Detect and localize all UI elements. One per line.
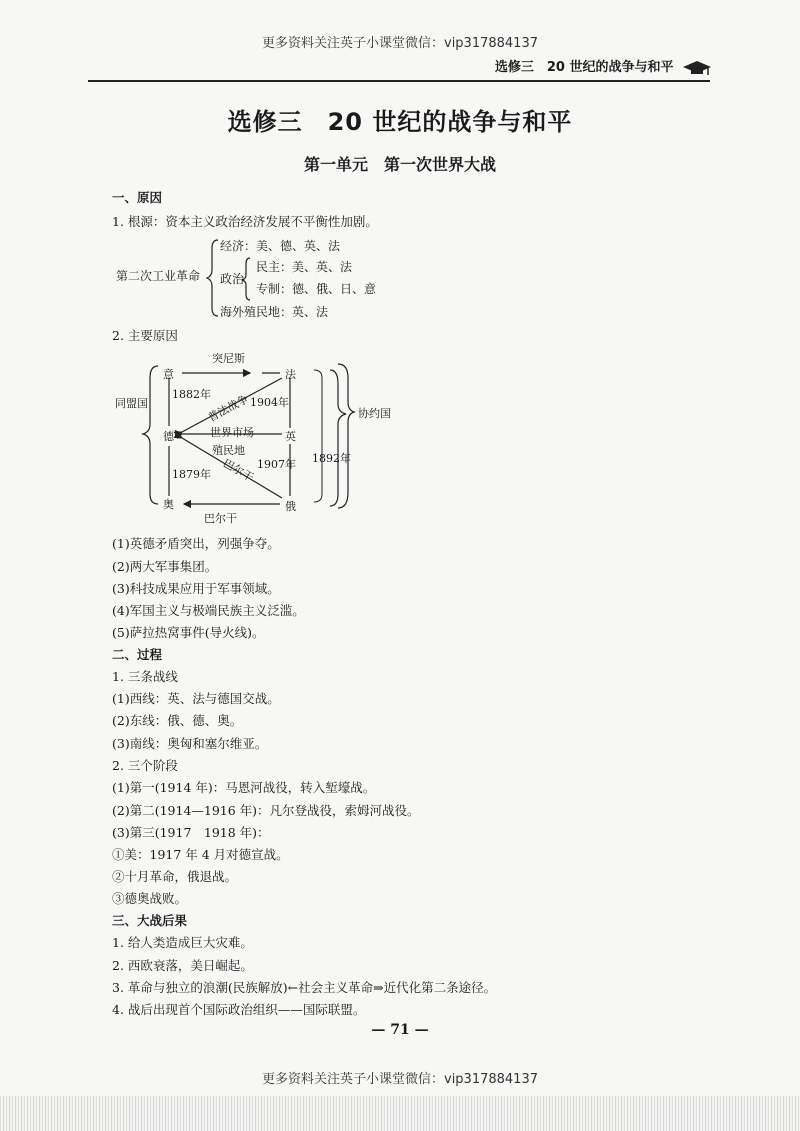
node-austria: 奥	[163, 498, 174, 511]
cause-root: 1. 根源：资本主义政治经济发展不平衡性加剧。	[112, 214, 378, 229]
node-russia: 俄	[285, 500, 296, 513]
stage-3-b: ②十月革命，俄退战。	[112, 869, 238, 884]
tree-colonies: 海外殖民地：英、法	[220, 305, 329, 319]
stage-2: (2)第二(1914—1916 年)：凡尔登战役，索姆河战役。	[112, 803, 420, 818]
graduation-cap-icon	[682, 60, 712, 76]
stage-3: (3)第三(1917 1918 年)：	[112, 825, 270, 840]
label-1879: 1879年	[172, 468, 211, 481]
reason-3: (3)科技成果应用于军事领域。	[112, 581, 280, 596]
tree-root: 第二次工业革命	[116, 269, 201, 283]
node-italy: 意	[163, 368, 174, 381]
front-1: (1)西线：英、法与德国交战。	[112, 691, 280, 706]
process-stages-title: 2. 三个阶段	[112, 758, 178, 773]
process-fronts-title: 1. 三条战线	[112, 669, 178, 684]
stage-3-a: ①美：1917 年 4 月对德宣战。	[112, 847, 289, 862]
consequence-4: 4. 战后出现首个国际政治组织——国际联盟。	[112, 1002, 366, 1017]
stage-1: (1)第一(1914 年)：马恩河战役，转入堑壕战。	[112, 780, 376, 795]
front-3: (3)南线：奥匈和塞尔维亚。	[112, 736, 268, 751]
section-heading-consequences: 三、大战后果	[112, 913, 188, 928]
running-header-text: 选修三 20 世纪的战争与和平	[494, 60, 674, 75]
label-1907: 1907年	[257, 458, 296, 471]
label-tunis: 突尼斯	[212, 352, 245, 365]
label-franco-prussian: 普法战争	[205, 392, 251, 425]
reason-1: (1)英德矛盾突出，列强争夺。	[112, 536, 280, 551]
cause-main: 2. 主要原因	[112, 328, 178, 343]
tree-politics: 政治	[220, 272, 245, 286]
unit-title: 第一单元 第一次世界大战	[303, 155, 496, 174]
label-1882: 1882年	[172, 388, 211, 401]
reason-5: (5)萨拉热窝事件(导火线)。	[112, 625, 265, 640]
section-heading-process: 二、过程	[112, 647, 163, 662]
label-world-market: 世界市场	[210, 426, 254, 439]
tree-democracy: 民主：美、英、法	[256, 260, 353, 274]
section-heading-causes: 一、原因	[112, 190, 163, 205]
tree-autocracy: 专制：德、俄、日、意	[256, 282, 377, 296]
stage-3-c: ③德奥战败。	[112, 891, 188, 906]
watermark-top: 更多资料关注英子小课堂微信：vip317884137	[262, 36, 538, 51]
label-colony: 殖民地	[212, 444, 245, 457]
consequence-2: 2. 西欧衰落，美日崛起。	[112, 958, 253, 973]
page-title: 选修三 20 世纪的战争与和平	[227, 108, 573, 136]
alliance-diagram	[110, 344, 400, 528]
consequence-3: 3. 革命与独立的浪潮(民族解放)←社会主义革命⇒近代化第二条途径。	[112, 980, 497, 995]
page-number: — 71 —	[371, 1022, 429, 1038]
node-britain: 英	[285, 430, 296, 443]
label-balkans-mid: 巴尔干	[220, 456, 256, 485]
reason-2: (2)两大军事集团。	[112, 559, 218, 574]
header-rule	[88, 80, 710, 82]
node-france: 法	[285, 368, 296, 381]
central-powers-label: 同盟国	[115, 397, 148, 410]
watermark-bottom: 更多资料关注英子小课堂微信：vip317884137	[262, 1072, 538, 1087]
label-1892: 1892年	[312, 452, 351, 465]
label-1904: 1904年	[250, 396, 289, 409]
entente-label: 协约国	[358, 407, 391, 420]
running-header	[495, 56, 712, 76]
label-balkans-bottom: 巴尔干	[204, 512, 237, 525]
consequence-1: 1. 给人类造成巨大灾难。	[112, 935, 253, 950]
scan-noise-strip	[0, 1096, 800, 1131]
reason-4: (4)军国主义与极端民族主义泛滥。	[112, 603, 305, 618]
tree-economy: 经济：美、德、英、法	[220, 239, 341, 253]
node-germany: 德	[163, 430, 174, 443]
front-2: (2)东线：俄、德、奥。	[112, 713, 243, 728]
